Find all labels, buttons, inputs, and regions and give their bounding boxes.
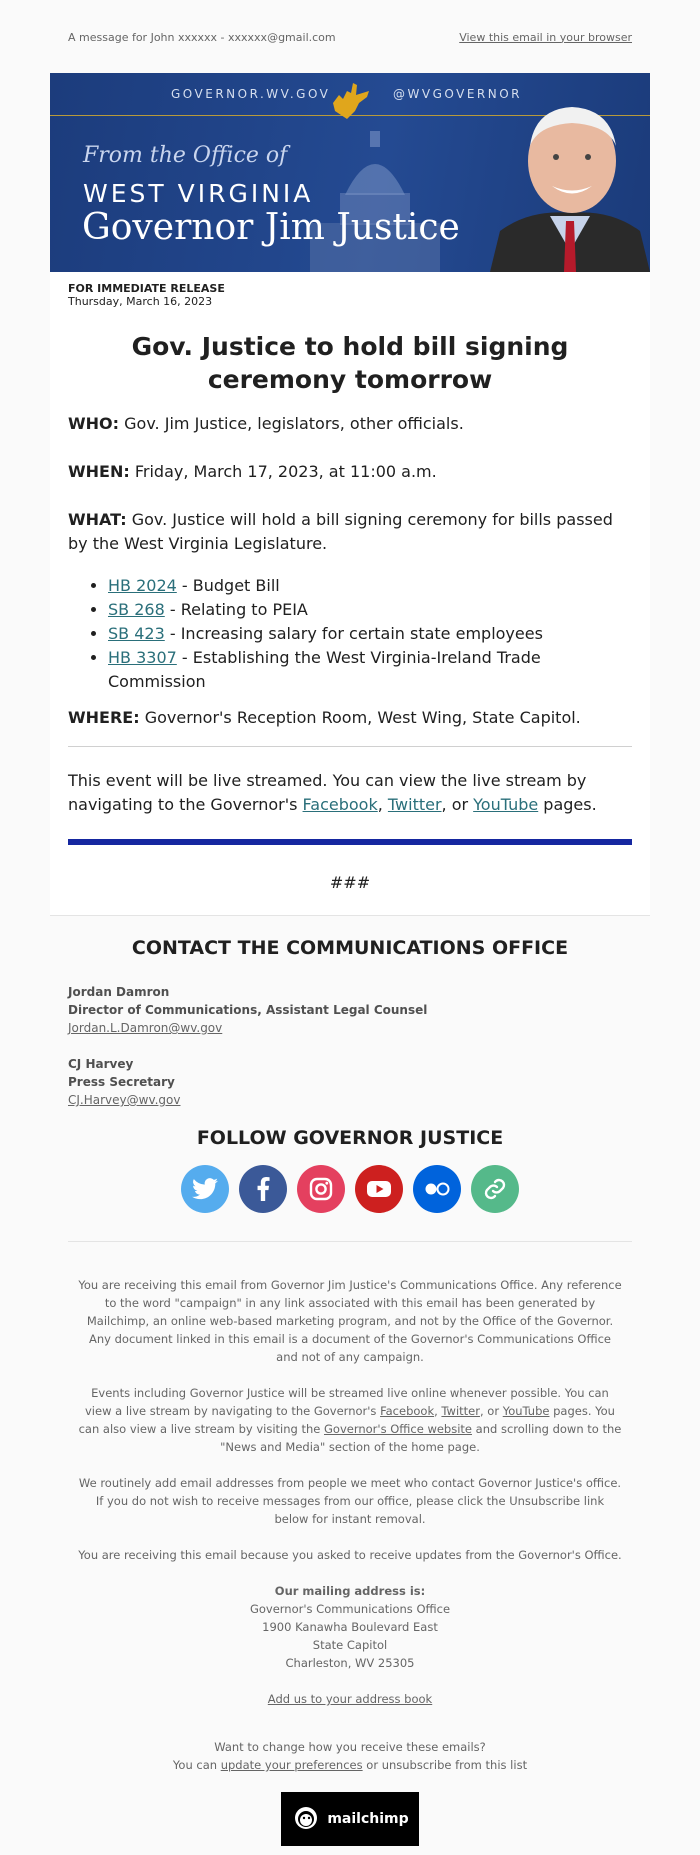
blue-divider [68, 839, 632, 845]
preferences-paragraph [78, 1738, 622, 1774]
change-text: Want to change how you receive these emails? [214, 1740, 486, 1754]
list-item [108, 574, 632, 598]
what-text: Gov. Justice will hold a bill signing ceremony for bills passed by the West Virginia Legislature. [68, 510, 613, 553]
link-icon[interactable] [471, 1165, 519, 1213]
mailing-label: Our mailing address is: [274, 1584, 426, 1598]
address-line: 1900 Kanawha Boulevard East [262, 1620, 438, 1634]
twitter-icon[interactable] [181, 1165, 229, 1213]
social-icons [50, 1165, 650, 1213]
stream-paragraph [68, 769, 632, 817]
bill-desc: - Relating to PEIA [164, 600, 308, 619]
end-marker: ### [329, 873, 371, 892]
banner-governor-name: Governor Jim Justice [82, 207, 460, 248]
list-item [108, 646, 632, 694]
address-line: Governor's Communications Office [249, 1602, 451, 1616]
stream-sep: , or [441, 795, 474, 814]
flickr-icon[interactable] [413, 1165, 461, 1213]
address-book-paragraph [78, 1690, 622, 1708]
mailing-address [78, 1582, 622, 1672]
legal-text-part: pages. You can also view a live stream by visiting the [78, 1404, 615, 1436]
youtube-link[interactable]: YouTube [473, 795, 539, 814]
youtube-icon[interactable] [355, 1165, 403, 1213]
release-label: FOR IMMEDIATE RELEASE [68, 282, 225, 295]
when-text: Friday, March 17, 2023, at 11:00 a.m. [134, 462, 437, 481]
legal-text-part: Events including Governor Justice will be streamed live online whenever possible. You can view a live stream by navigating to the Governor's [85, 1386, 609, 1418]
instagram-icon[interactable] [297, 1165, 345, 1213]
legal-text-part: and scrolling down to the "News and Media" section of the home page. [220, 1422, 622, 1454]
what-label: WHAT: [68, 510, 127, 529]
headline: Gov. Justice to hold bill signing ceremony tomorrow [131, 332, 569, 394]
release-date: Thursday, March 16, 2023 [68, 295, 213, 308]
contact-person [68, 1055, 632, 1109]
governor-website-link[interactable]: Governor's Office website [324, 1422, 472, 1436]
contact-email-link[interactable]: CJ.Harvey@wv.gov [68, 1093, 181, 1107]
legal-paragraph: You are receiving this email because you asked to receive updates from the Governor's Office. [78, 1548, 622, 1562]
who-text: Gov. Jim Justice, legislators, other officials. [124, 414, 464, 433]
stream-sep: , [377, 795, 388, 814]
follow-heading: FOLLOW GOVERNOR JUSTICE [196, 1127, 504, 1149]
email-card [50, 73, 650, 916]
list-item [108, 598, 632, 622]
release-content [50, 272, 650, 892]
update-preferences-link[interactable]: update your preferences [220, 1758, 363, 1772]
when-label: WHEN: [68, 462, 130, 481]
list-item [108, 622, 632, 646]
stream-text-end: pages. [538, 795, 597, 814]
address-line: Charleston, WV 25305 [285, 1656, 415, 1670]
banner-state-name: WEST VIRGINIA [83, 179, 314, 208]
contact-title: Press Secretary [68, 1075, 175, 1089]
stream-text: This event will be live streamed. You can view the live stream by navigating to the Governor's [68, 771, 587, 814]
recipient-text: A message for John xxxxxx - xxxxxx@gmail.com [68, 30, 336, 44]
legal-paragraph: We routinely add email addresses from people we meet who contact Governor Justice's office. If you do not wish to receive messages from our office, please click the Unsubscribe link below for instant removal. [78, 1476, 622, 1526]
facebook-link[interactable]: Facebook [302, 795, 378, 814]
contact-person [68, 983, 632, 1037]
divider [68, 746, 632, 747]
where-paragraph [68, 706, 632, 730]
footer-facebook-link[interactable]: Facebook [380, 1404, 435, 1418]
who-label: WHO: [68, 414, 120, 433]
who-paragraph [68, 412, 632, 436]
footer-divider [68, 1241, 632, 1242]
legal-paragraph [78, 1384, 622, 1456]
bill-desc: - Increasing salary for certain state employees [164, 624, 543, 643]
legal-sep: , or [479, 1404, 503, 1418]
contact-email-link[interactable]: Jordan.L.Damron@wv.gov [68, 1021, 223, 1035]
contact-name: Jordan Damron [68, 985, 170, 999]
address-book-link[interactable]: Add us to your address book [267, 1692, 433, 1706]
address-line: State Capitol [312, 1638, 388, 1652]
twitter-link[interactable]: Twitter [387, 795, 442, 814]
facebook-icon[interactable] [239, 1165, 287, 1213]
governor-portrait [490, 91, 650, 272]
bill-desc: - Establishing the West Virginia-Ireland Trade Commission [108, 648, 541, 691]
preheader [0, 0, 700, 74]
mailchimp-label: mailchimp [327, 1811, 409, 1827]
bill-desc: - Budget Bill [176, 576, 280, 595]
can-text: You can [172, 1758, 221, 1772]
when-paragraph [68, 460, 632, 484]
contact-block [50, 983, 650, 1109]
mailchimp-badge[interactable] [281, 1792, 419, 1846]
contact-title: Director of Communications, Assistant Legal Counsel [68, 1003, 428, 1017]
banner-handle: @WVGOVERNOR [393, 87, 522, 101]
legal-text [50, 1276, 650, 1774]
footer-youtube-link[interactable]: YouTube [502, 1404, 550, 1418]
footer [50, 915, 650, 1846]
bill-link[interactable]: SB 268 [108, 600, 165, 619]
banner-site: GOVERNOR.WV.GOV [171, 87, 331, 101]
bill-link[interactable]: SB 423 [108, 624, 165, 643]
legal-sep: , [434, 1404, 442, 1418]
legal-paragraph: You are receiving this email from Governor Jim Justice's Communications Office. Any reference to the word "campaign" in any link associated with this email has been generated by Mailchimp, an online web-based marketing program, and not by the Office of the Governor. Any document linked in this email is a document of the Governor's Communications Office and not of any campaign. [78, 1278, 622, 1364]
unsubscribe-text: or unsubscribe from this list [362, 1758, 528, 1772]
footer-twitter-link[interactable]: Twitter [441, 1404, 480, 1418]
bill-link[interactable]: HB 2024 [108, 576, 177, 595]
where-text: Governor's Reception Room, West Wing, State Capitol. [144, 708, 581, 727]
mailchimp-logo-icon [291, 1804, 321, 1834]
where-label: WHERE: [68, 708, 140, 727]
view-in-browser-link[interactable]: View this email in your browser [459, 30, 632, 44]
header-banner [50, 73, 650, 272]
bill-link[interactable]: HB 3307 [108, 648, 177, 667]
what-paragraph [68, 508, 632, 556]
capitol-dome-image [290, 113, 460, 272]
banner-from: From the Office of [83, 143, 288, 168]
bill-list [68, 574, 632, 694]
contact-name: CJ Harvey [68, 1057, 134, 1071]
contact-heading: CONTACT THE COMMUNICATIONS OFFICE [131, 937, 569, 959]
